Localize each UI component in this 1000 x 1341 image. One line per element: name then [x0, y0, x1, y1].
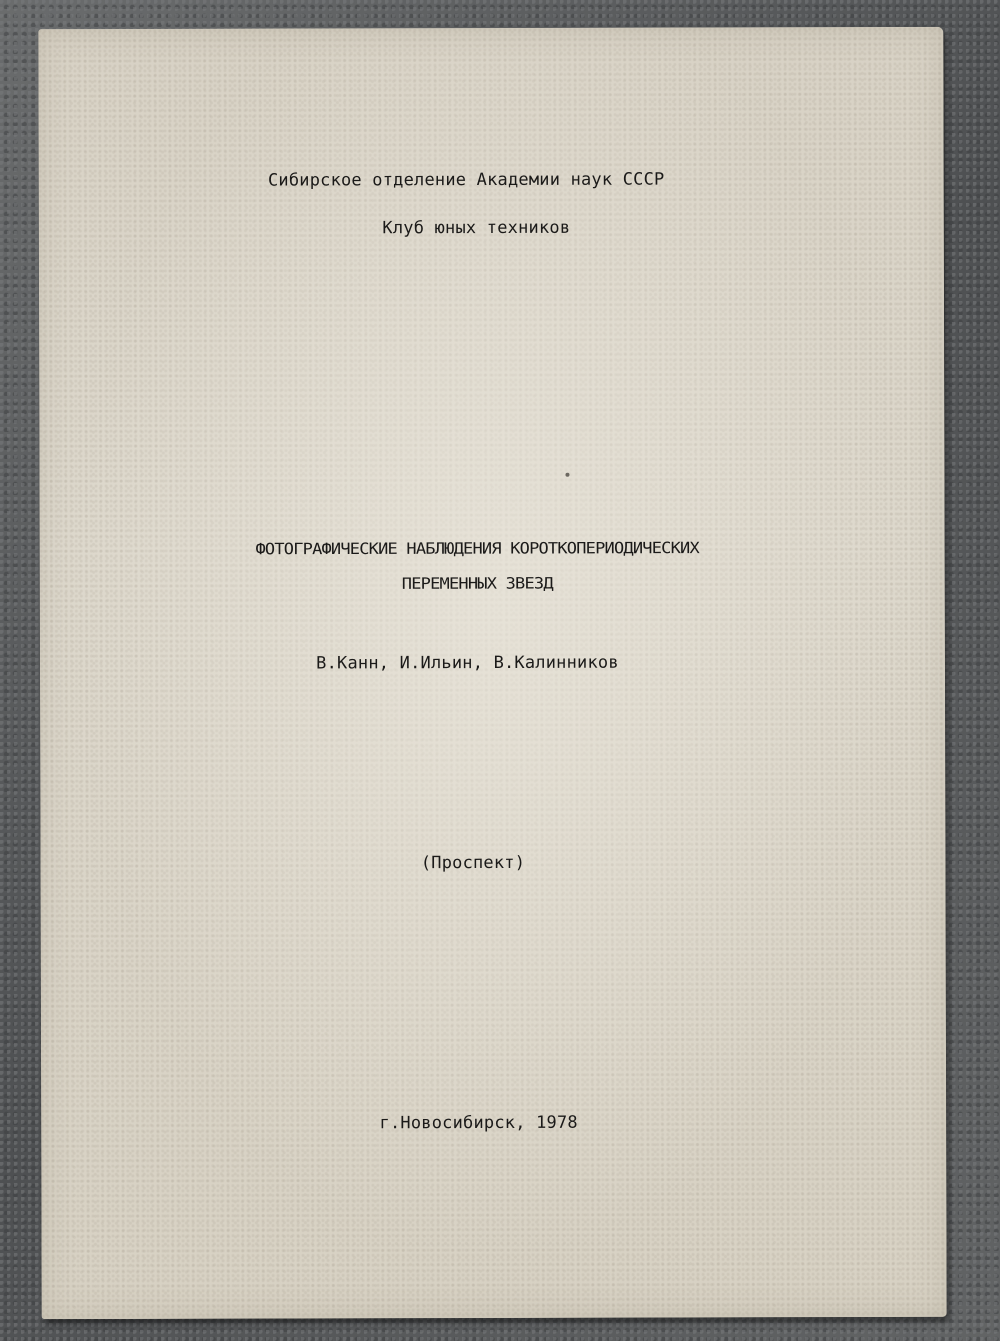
booklet-cover	[38, 27, 946, 1319]
organization-heading: Сибирское отделение Академии наук СССР	[267, 169, 665, 191]
title-line-2: ПЕРЕМЕННЫХ ЗВЕЗД	[401, 574, 553, 594]
place-and-year: г.Новосибирск, 1978	[379, 1112, 578, 1134]
club-name: Клуб юных техников	[382, 217, 571, 239]
authors: В.Канн, И.Ильин, В.Калинников	[316, 652, 619, 674]
document-type: (Проспект)	[420, 852, 526, 874]
paper-speck	[565, 473, 569, 477]
title-line-1: ФОТОГРАФИЧЕСКИЕ НАБЛЮДЕНИЯ КОРОТКОПЕРИОДИЧЕСКИХ	[255, 539, 699, 559]
